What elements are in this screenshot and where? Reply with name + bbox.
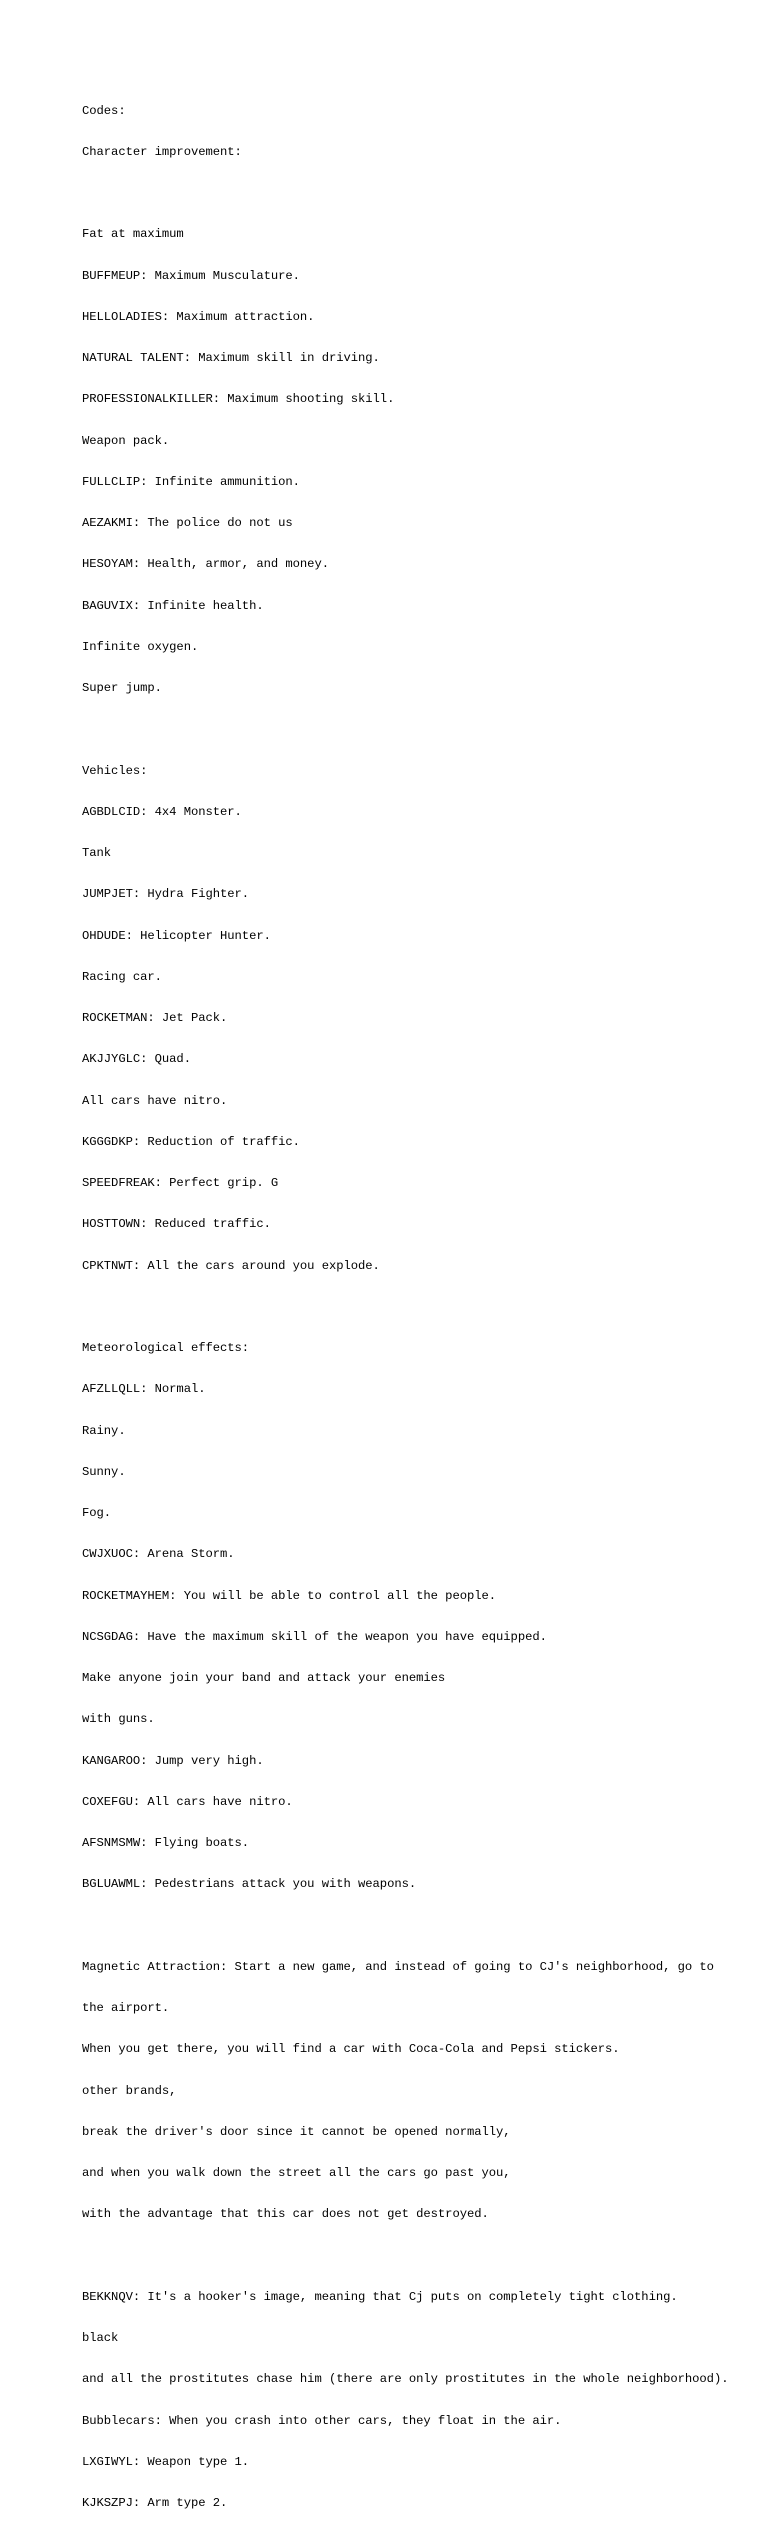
text-line: BUFFMEUP: Maximum Musculature.: [82, 268, 300, 283]
text-line: Weapon pack.: [82, 433, 170, 448]
text-line: Character improvement:: [82, 144, 242, 159]
text-line: Fat at maximum: [82, 227, 184, 242]
text-line: BEKKNQV: It's a hooker's image, meaning that Cj puts on completely tight clothing.: [82, 2289, 678, 2304]
text-line: ROCKETMAN: Jet Pack.: [82, 1011, 228, 1025]
text-line: Vehicles:: [82, 763, 148, 778]
text-line: break the driver's door since it cannot be opened normally,: [82, 2124, 511, 2139]
text-line: HESOYAM: Health, armor, and money.: [82, 557, 329, 572]
text-line: CWJXUOC: Arena Storm.: [82, 1547, 235, 1562]
text-line: Make anyone join your band and attack your enemies: [82, 1671, 446, 1685]
text-line: Meteorological effects:: [82, 1341, 250, 1355]
text-line: [82, 1920, 766, 1934]
text-line: AFZLLQLL: Normal.: [82, 1382, 206, 1397]
text-line: When you get there, you will find a car with Coca-Cola and Pepsi stickers.: [82, 2042, 620, 2057]
text-line: Codes:: [82, 103, 126, 118]
text-line: Tank: [82, 846, 112, 860]
text-line: CPKTNWT: All the cars around you explode.: [82, 1258, 380, 1273]
text-line: Fog.: [82, 1506, 112, 1520]
text-line: JUMPJET: Hydra Fighter.: [82, 887, 250, 902]
text-line: KJKSZPJ: Arm type 2.: [82, 2496, 228, 2510]
text-line: AKJJYGLC: Quad.: [82, 1052, 191, 1067]
document-body: [82, 77, 766, 2525]
text-line: All cars have nitro.: [82, 1093, 228, 1108]
text-line: AFSNMSMW: Flying boats.: [82, 1836, 250, 1850]
text-line: Rainy.: [82, 1423, 126, 1438]
text-line: FULLCLIP: Infinite ammunition.: [82, 474, 300, 489]
text-line: AGBDLCID: 4x4 Monster.: [82, 804, 242, 819]
text-line: LXGIWYL: Weapon type 1.: [82, 2454, 250, 2469]
text-line: Super jump.: [82, 681, 162, 695]
text-line: ROCKETMAYHEM: You will be able to control all the people.: [82, 1588, 497, 1603]
text-line: KGGGDKP: Reduction of traffic.: [82, 1134, 300, 1149]
text-line: AEZAKMI: The police do not us: [82, 516, 293, 530]
text-line: BAGUVIX: Infinite health.: [82, 598, 264, 613]
text-line: [82, 1301, 766, 1315]
text-line: the airport.: [82, 2001, 170, 2015]
text-line: OHDUDE: Helicopter Hunter.: [82, 928, 271, 943]
text-line: Sunny.: [82, 1464, 126, 1479]
text-line: Bubblecars: When you crash into other cars, they float in the air.: [82, 2413, 562, 2428]
text-line: KANGAROO: Jump very high.: [82, 1753, 264, 1768]
text-line: Racing car.: [82, 969, 162, 984]
text-line: other brands,: [82, 2083, 177, 2098]
text-line: NATURAL TALENT: Maximum skill in driving.: [82, 351, 380, 365]
text-line: NCSGDAG: Have the maximum skill of the weapon you have equipped.: [82, 1629, 547, 1644]
text-line: PROFESSIONALKILLER: Maximum shooting skill.: [82, 392, 395, 407]
text-line: Magnetic Attraction: Start a new game, and instead of going to CJ's neighborhood, go to: [82, 1959, 714, 1974]
text-line: [82, 187, 766, 201]
text-line: COXEFGU: All cars have nitro.: [82, 1794, 293, 1809]
text-line: black: [82, 2331, 119, 2345]
text-line: HELLOLADIES: Maximum attraction.: [82, 309, 315, 324]
text-line: [82, 723, 766, 737]
text-line: with guns.: [82, 1712, 155, 1727]
text-line: [82, 2250, 766, 2264]
text-line: with the advantage that this car does not get destroyed.: [82, 2207, 489, 2222]
text-line: and when you walk down the street all the cars go past you,: [82, 2166, 511, 2180]
text-line: and all the prostitutes chase him (there are only prostitutes in the whole neighborhood).: [82, 2372, 729, 2387]
text-line: Infinite oxygen.: [82, 639, 199, 654]
text-line: BGLUAWML: Pedestrians attack you with weapons.: [82, 1877, 417, 1892]
text-line: HOSTTOWN: Reduced traffic.: [82, 1217, 271, 1232]
text-line: SPEEDFREAK: Perfect grip. G: [82, 1176, 279, 1190]
